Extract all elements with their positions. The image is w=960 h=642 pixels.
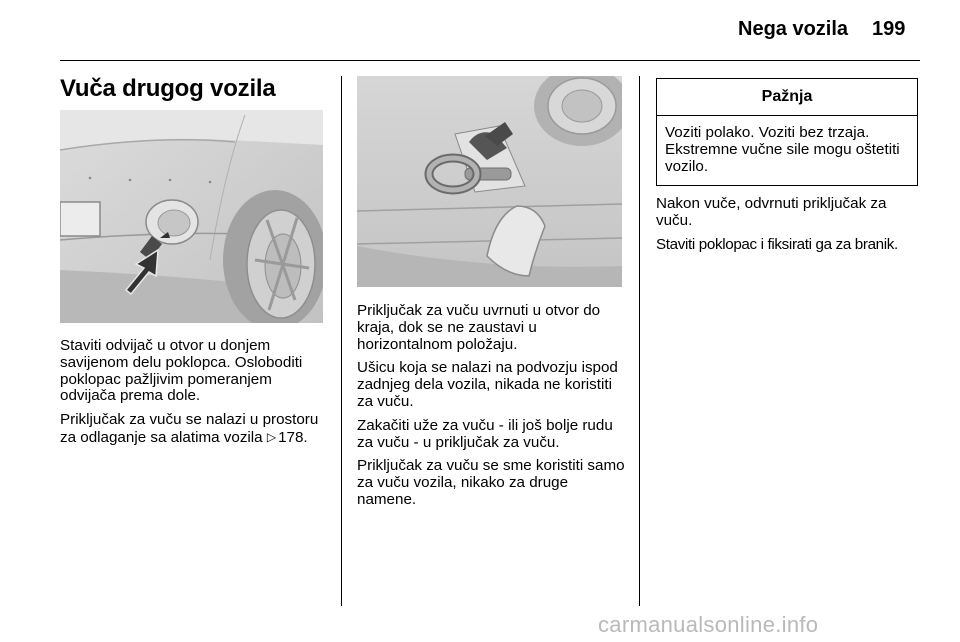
column-2-text <box>357 303 625 516</box>
col1-para-1: Staviti odvijač u otvor u donjem savijenom delu poklopca. Osloboditi poklopac pažljivim pomeranjem odvijača prema dole. <box>60 337 303 405</box>
page-reference: 178. <box>278 428 308 446</box>
warning-text: Voziti polako. Voziti bez trzaja. Ekstremne vučne sile mogu oštetiti vozilo. <box>665 124 900 175</box>
page-header-title: Nega vozila <box>738 18 849 40</box>
warning-box <box>656 78 918 186</box>
page-number: 199 <box>872 18 906 40</box>
col2-para-2: Ušicu koja se nalazi na podvozju ispod zadnjeg dela vozila, nikada ne koristiti za vuču. <box>357 359 618 410</box>
column-divider-1 <box>341 76 342 606</box>
figure-bumper-cover <box>60 110 323 323</box>
ref-arrow-icon: ▷ <box>266 429 277 444</box>
col2-para-3: Zakačiti uže za vuču - ili još bolje rudu za vuču - u priključak za vuču. <box>357 416 613 451</box>
column-1-text <box>60 338 326 454</box>
bumper-cover-illustration <box>60 110 323 323</box>
col1-para-2-text: Priključak za vuču se nalazi u prostoru za odlaganje sa alatima vozila <box>60 411 319 446</box>
col2-para-4: Priključak za vuču se sme koristiti samo za vuču vozila, nikako za druge namene. <box>357 457 625 508</box>
col1-para-2 <box>60 412 326 447</box>
warning-heading: Pažnja <box>657 79 917 116</box>
col3-para-1: Nakon vuče, odvrnuti priključak za vuču. <box>656 195 887 229</box>
column-divider-2 <box>639 76 640 606</box>
column-3-text <box>656 196 924 260</box>
header-rule <box>60 60 920 61</box>
watermark: carmanualsonline.info <box>598 612 819 637</box>
col3-para-2: Staviti poklopac i fiksirati ga za branik. <box>656 235 898 253</box>
figure-tow-eye <box>357 76 622 287</box>
col2-para-1: Priključak za vuču uvrnuti u otvor do kraja, dok se ne zaustavi u horizontalnom položaju. <box>357 302 601 353</box>
section-title: Vuča drugog vozila <box>60 75 276 102</box>
tow-eye-illustration <box>357 76 622 287</box>
